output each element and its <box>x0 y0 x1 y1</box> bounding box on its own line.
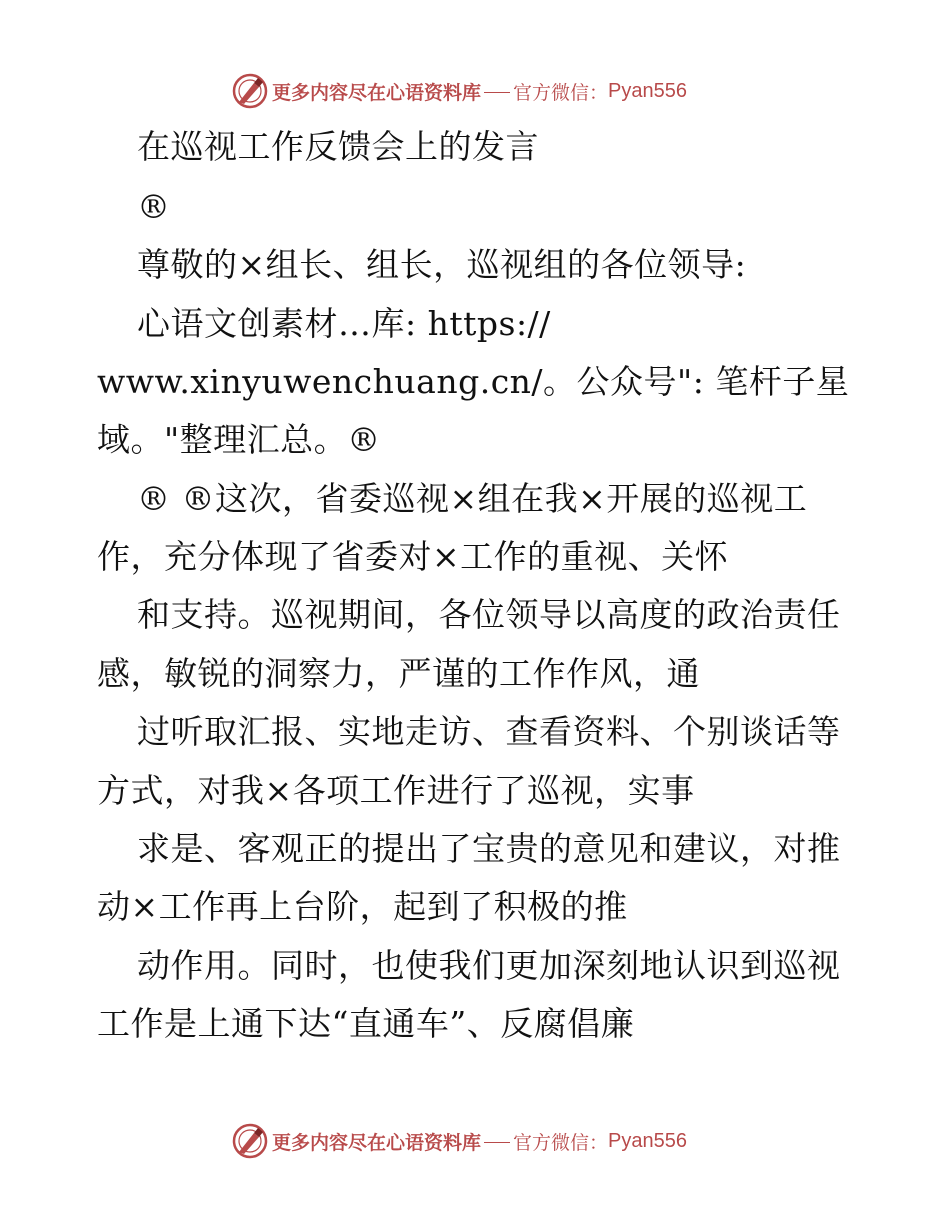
text-line: 作，充分体现了省委对×工作的重视、关怀 <box>97 537 729 576</box>
text-line: 感，敏锐的洞察力，严谨的工作作风，通 <box>97 654 700 693</box>
text-line: 域。"整理汇总。® <box>97 420 381 459</box>
text-line: 尊敬的×组长、组长，巡视组的各位领导: <box>137 245 747 284</box>
banner-wechat-id: Pyan556 <box>608 79 687 102</box>
text-line: www.xinyuwenchuang.cn/。公众号": 笔杆子星 <box>97 362 850 401</box>
banner-dash <box>484 1142 510 1143</box>
banner-sub-text: 官方微信： <box>513 81 609 104</box>
text-line: 求是、客观正的提出了宝贵的意见和建议，对推 <box>137 829 841 868</box>
document-title: 在巡视工作反馈会上的发言 <box>137 127 539 166</box>
text-line: 工作是上通下达“直通车”、反腐倡廉 <box>97 1004 635 1043</box>
text-line: 方式，对我×各项工作进行了巡视，实事 <box>97 771 695 810</box>
banner-sub-text: 官方微信： <box>513 1131 609 1154</box>
text-line: 和支持。巡视期间，各位领导以高度的政治责任 <box>137 595 841 634</box>
pen-logo-icon <box>232 1123 268 1159</box>
header-banner <box>232 71 687 111</box>
banner-wechat-id: Pyan556 <box>608 1129 687 1152</box>
banner-dash <box>484 92 510 93</box>
banner-main-text: 更多内容尽在心语资料库 <box>272 1131 482 1154</box>
text-line: ® <box>137 187 171 226</box>
text-line: 心语文创素材…库: https:// <box>137 304 551 343</box>
footer-banner <box>232 1121 687 1161</box>
pen-logo-icon <box>232 73 268 109</box>
text-line: 动×工作再上台阶，起到了积极的推 <box>97 887 628 926</box>
text-line: 动作用。同时，也使我们更加深刻地认识到巡视 <box>137 946 841 985</box>
text-line: 过听取汇报、实地走访、查看资料、个别谈话等 <box>137 712 841 751</box>
banner-main-text: 更多内容尽在心语资料库 <box>272 81 482 104</box>
text-line: ® ®这次，省委巡视×组在我×开展的巡视工 <box>137 479 808 518</box>
